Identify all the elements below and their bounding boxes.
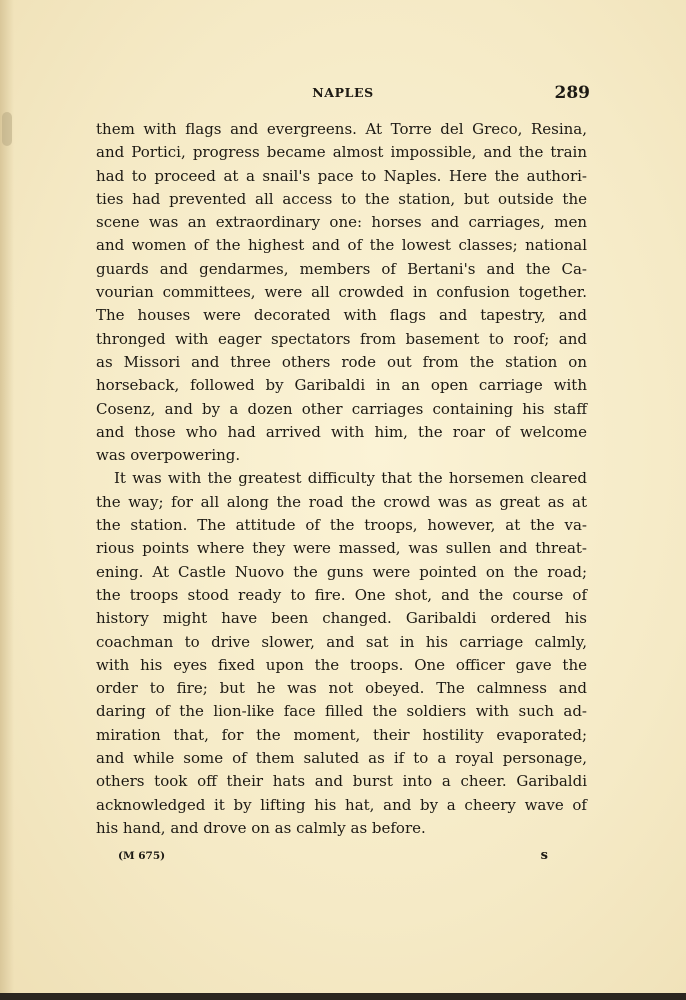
text-line: scene was an extraordinary one: horses and carriages, men: [96, 213, 587, 232]
printer-signature: (M 675): [118, 850, 166, 862]
text-line: and those who had arrived with him, the roar of welcome: [96, 422, 587, 441]
text-line: and while some of them saluted as if to a royal personage,: [96, 749, 587, 768]
running-head: NAPLES: [312, 85, 374, 100]
page-number: 289: [554, 83, 590, 103]
page-footer: [118, 850, 548, 868]
text-line: ties had prevented all access to the station, but outside the: [96, 189, 587, 208]
body-text: [96, 118, 587, 840]
text-line: acknowledged it by lifting his hat, and by a cheery wave of: [96, 795, 587, 814]
signature-mark: s: [540, 848, 548, 863]
text-line: horseback, followed by Garibaldi in an open carriage with: [96, 376, 587, 395]
text-line: and Portici, progress became almost impossible, and the train: [96, 143, 587, 162]
text-line: the way; for all along the road the crowd was as great as at: [96, 492, 587, 511]
text-line: his hand, and drove on as calmly as before.: [96, 818, 426, 837]
text-line: them with flags and evergreens. At Torre del Greco, Resina,: [96, 120, 587, 138]
text-line: thronged with eager spectators from basement to roof; and: [96, 329, 587, 348]
text-line: had to proceed at a snail's pace to Naples. Here the authori-: [96, 166, 587, 185]
scan-edge: [0, 993, 686, 1000]
page-header: [96, 83, 590, 107]
text-line: as Missori and three others rode out from the station on: [96, 352, 587, 371]
text-line: history might have been changed. Garibaldi ordered his: [96, 609, 587, 628]
text-line: the station. The attitude of the troops, however, at the va-: [96, 516, 587, 535]
text-line: with his eyes fixed upon the troops. One officer gave the: [96, 655, 587, 674]
text-line: Cosenz, and by a dozen other carriages containing his staff: [96, 399, 587, 418]
text-line: was overpowering.: [96, 446, 241, 465]
text-line: ening. At Castle Nuovo the guns were pointed on the road;: [96, 562, 587, 581]
text-line: others took off their hats and burst into a cheer. Garibaldi: [96, 772, 587, 791]
text-line: order to fire; but he was not obeyed. The calmness and: [96, 679, 587, 698]
text-line: miration that, for the moment, their hostility evaporated;: [96, 725, 587, 744]
text-line: the troops stood ready to fire. One shot, and the course of: [96, 585, 587, 604]
text-line: The houses were decorated with flags and tapestry, and: [96, 306, 587, 325]
text-line: coachman to drive slower, and sat in his carriage calmly,: [96, 632, 587, 651]
text-line: rious points where they were massed, was sullen and threat-: [96, 539, 587, 558]
text-line: It was with the greatest difficulty that the horsemen cleared: [114, 469, 587, 488]
text-line: vourian committees, were all crowded in confusion together.: [96, 283, 587, 302]
text-line: and women of the highest and of the lowest classes; national: [96, 236, 587, 255]
binding-shadow: [0, 0, 14, 1000]
text-line: daring of the lion-like face filled the soldiers with such ad-: [96, 702, 587, 721]
text-line: guards and gendarmes, members of Bertani's and the Ca-: [96, 259, 587, 278]
margin-stain: [2, 112, 12, 146]
